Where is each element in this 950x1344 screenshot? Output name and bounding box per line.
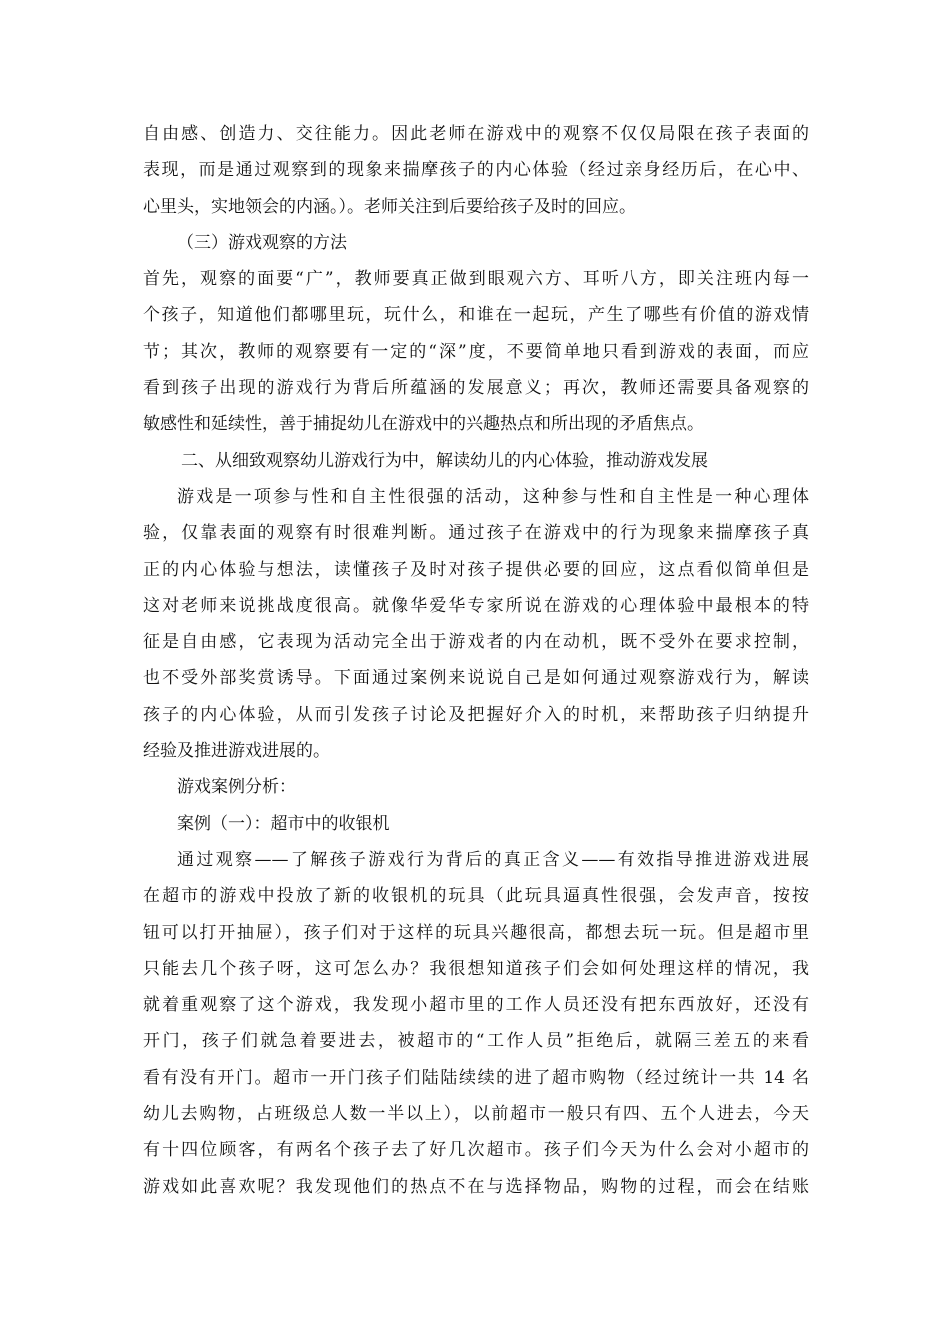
text-line: 孩子的内心体验，从而引发孩子讨论及把握好介入的时机，来帮助孩子归纳提升 — [143, 704, 809, 725]
text-line: 节；其次，教师的观察要有一定的“深”度，不要简单地只看到游戏的表面，而应 — [143, 341, 809, 362]
text-line: 自由感、创造力、交往能力。因此老师在游戏中的观察不仅仅局限在孩子表面的 — [143, 124, 809, 144]
text-line: 就着重观察了这个游戏，我发现小超市里的工作人员还没有把东西放好，还没有 — [143, 995, 809, 1016]
text-line: 在超市的游戏中投放了新的收银机的玩具（此玩具逼真性很强，会发声音，按按 — [143, 886, 809, 907]
text-line: 幼儿去购物，占班级总人数一半以上），以前超市一般只有四、五个人进去，今天 — [143, 1104, 809, 1125]
text-line: 这对老师来说挑战度很高。就像华爱华专家所说在游戏的心理体验中最根本的特 — [143, 595, 809, 616]
text-line: 看到孩子出现的游戏行为背后所蕴涵的发展意义；再次，教师还需要具备观察的 — [143, 378, 809, 399]
text-line: 有十四位顾客，有两名个孩子去了好几次超市。孩子们今天为什么会对小超市的 — [143, 1140, 809, 1161]
text-line: 表现，而是通过观察到的现象来揣摩孩子的内心体验（经过亲身经历后，在心中、 — [143, 160, 809, 181]
text-line: 游戏如此喜欢呢？我发现他们的热点不在与选择物品，购物的过程，而会在结账 — [143, 1176, 809, 1197]
text-line: 个孩子，知道他们都哪里玩，玩什么，和谁在一起玩，产生了哪些有价值的游戏情 — [143, 305, 809, 326]
text-line: 看有没有开门。超市一开门孩子们陆陆续续的进了超市购物（经过统计一共 14 名 — [143, 1067, 809, 1088]
text-line: 也不受外部奖赏诱导。下面通过案例来说说自己是如何通过观察游戏行为，解读 — [143, 668, 809, 689]
text-line: 验，仅靠表面的观察有时很难判断。通过孩子在游戏中的行为现象来揣摩孩子真 — [143, 523, 809, 544]
text-line: 二、从细致观察幼儿游戏行为中，解读幼儿的内心体验，推动游戏发展 — [181, 450, 708, 471]
text-line: 首先，观察的面要“广”，教师要真正做到眼观六方、耳听八方，即关注班内每一 — [143, 269, 809, 290]
text-line: 正的内心体验与想法，读懂孩子及时对孩子提供必要的回应，这点看似简单但是 — [143, 559, 809, 580]
text-line: 经验及推进游戏进展的。 — [143, 741, 330, 762]
text-line: 钮可以打开抽屉），孩子们对于这样的玩具兴趣很高，都想去玩一玩。但是超市里 — [143, 922, 809, 943]
body-text — [143, 116, 809, 1205]
text-line: 通过观察——了解孩子游戏行为背后的真正含义——有效指导推进游戏进展 — [177, 849, 809, 870]
text-line: 只能去几个孩子呀，这可怎么办？我很想知道孩子们会如何处理这样的情况，我 — [143, 958, 809, 979]
text-line: （三）游戏观察的方法 — [177, 232, 347, 253]
text-line: 开门，孩子们就急着要进去，被超市的“工作人员”拒绝后，就隔三差五的来看 — [143, 1031, 809, 1052]
text-line: 心里头，实地领会的内涵。）。老师关注到后要给孩子及时的回应。 — [143, 196, 636, 217]
text-line: 案例（一）：超市中的收银机 — [177, 813, 390, 834]
text-line: 敏感性和延续性，善于捕捉幼儿在游戏中的兴趣热点和所出现的矛盾焦点。 — [143, 414, 704, 435]
text-line: 征是自由感，它表现为活动完全出于游戏者的内在动机，既不受外在要求控制， — [143, 632, 809, 653]
text-line: 游戏案例分析： — [177, 777, 296, 798]
text-line: 游戏是一项参与性和自主性很强的活动，这种参与性和自主性是一种心理体 — [177, 486, 809, 507]
